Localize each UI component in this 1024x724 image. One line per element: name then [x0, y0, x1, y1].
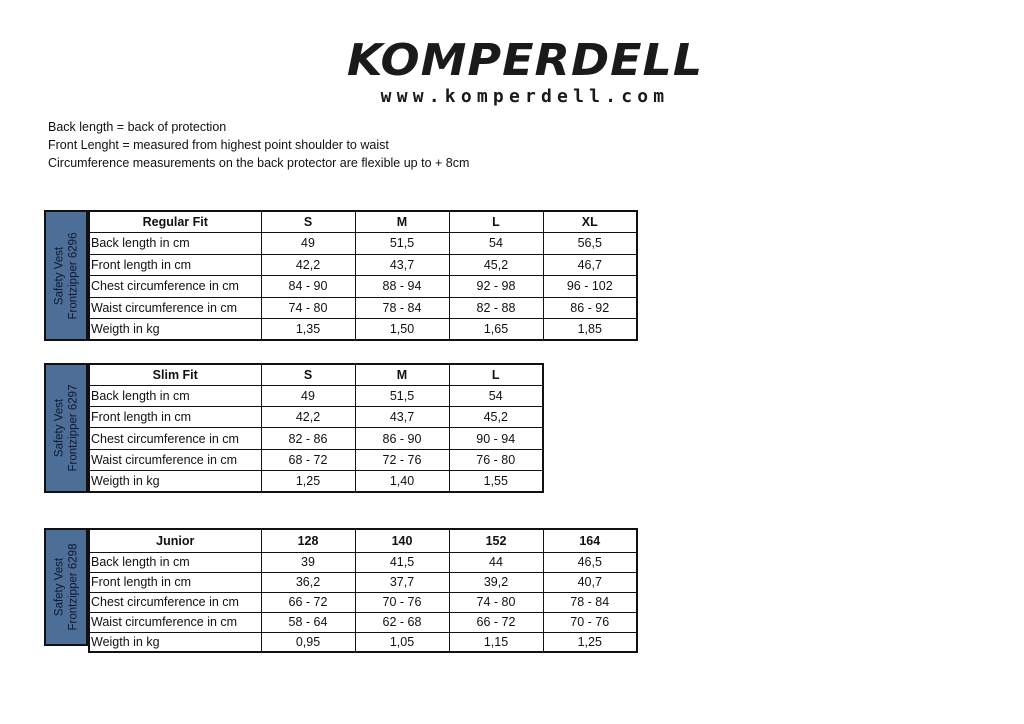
product-side-label [44, 528, 88, 646]
table-cell: 42,2 [261, 254, 355, 276]
row-label: Weigth in kg [89, 471, 261, 492]
table-row [89, 233, 637, 255]
table-header-row [89, 529, 637, 552]
table-cell: 72 - 76 [355, 449, 449, 470]
table-cell: 76 - 80 [449, 449, 543, 470]
row-label: Weigth in kg [89, 632, 261, 652]
table-cell: 1,55 [449, 471, 543, 492]
table-cell: 43,7 [355, 407, 449, 428]
table-row [89, 471, 543, 492]
table-cell: 1,65 [449, 319, 543, 341]
side-label-line2: Frontzipper 6296 [67, 232, 80, 319]
fit-header: Regular Fit [89, 211, 261, 233]
table-cell: 1,25 [261, 471, 355, 492]
table-cell: 74 - 80 [449, 592, 543, 612]
row-label: Weigth in kg [89, 319, 261, 341]
table-cell: 0,95 [261, 632, 355, 652]
table-cell: 1,40 [355, 471, 449, 492]
table-row [89, 592, 637, 612]
row-label: Waist circumference in cm [89, 612, 261, 632]
table-cell: 49 [261, 385, 355, 406]
size-header: XL [543, 211, 637, 233]
brand-logo [330, 36, 720, 107]
product-side-label [44, 363, 88, 493]
table-row [89, 276, 637, 298]
table-row [89, 254, 637, 276]
size-block-regular [44, 210, 636, 341]
table-cell: 1,50 [355, 319, 449, 341]
note-circumference: Circumference measurements on the back protector are flexible up to + 8cm [48, 156, 470, 170]
table-row [89, 632, 637, 652]
table-row [89, 552, 637, 572]
table-cell: 46,7 [543, 254, 637, 276]
table-cell: 40,7 [543, 572, 637, 592]
size-header: L [449, 211, 543, 233]
table-cell: 82 - 88 [449, 297, 543, 319]
product-side-label [44, 210, 88, 341]
size-header: M [355, 211, 449, 233]
size-block-slim [44, 363, 542, 493]
table-cell: 68 - 72 [261, 449, 355, 470]
size-header: S [261, 364, 355, 385]
table-cell: 82 - 86 [261, 428, 355, 449]
size-header: 140 [355, 529, 449, 552]
size-table-junior [88, 528, 638, 653]
side-label-line2: Frontzipper 6297 [67, 384, 80, 472]
table-cell: 51,5 [355, 385, 449, 406]
size-table-slim [88, 363, 544, 493]
table-cell: 66 - 72 [261, 592, 355, 612]
table-cell: 1,05 [355, 632, 449, 652]
table-header-row [89, 364, 543, 385]
size-block-junior [44, 528, 636, 649]
table-cell: 49 [261, 233, 355, 255]
table-cell: 58 - 64 [261, 612, 355, 632]
table-row [89, 428, 543, 449]
side-label-line2: Frontzipper 6298 [67, 543, 80, 631]
table-cell: 56,5 [543, 233, 637, 255]
table-cell: 1,25 [543, 632, 637, 652]
table-cell: 88 - 94 [355, 276, 449, 298]
table-cell: 86 - 90 [355, 428, 449, 449]
table-cell: 78 - 84 [543, 592, 637, 612]
table-cell: 62 - 68 [355, 612, 449, 632]
fit-header: Slim Fit [89, 364, 261, 385]
size-header: 128 [261, 529, 355, 552]
table-cell: 45,2 [449, 254, 543, 276]
size-header: 152 [449, 529, 543, 552]
note-front-length: Front Lenght = measured from highest point shoulder to waist [48, 138, 389, 152]
note-back-length: Back length = back of protection [48, 120, 227, 134]
side-label-line1: Safety Vest [53, 398, 66, 458]
row-label: Back length in cm [89, 233, 261, 255]
size-header: L [449, 364, 543, 385]
table-cell: 42,2 [261, 407, 355, 428]
table-cell: 70 - 76 [355, 592, 449, 612]
side-label-line1: Safety Vest [53, 246, 66, 305]
row-label: Back length in cm [89, 385, 261, 406]
size-header: M [355, 364, 449, 385]
table-cell: 1,35 [261, 319, 355, 341]
table-cell: 51,5 [355, 233, 449, 255]
table-row [89, 319, 637, 341]
row-label: Chest circumference in cm [89, 428, 261, 449]
table-row [89, 612, 637, 632]
measurement-notes [48, 118, 469, 172]
row-label: Chest circumference in cm [89, 592, 261, 612]
row-label: Front length in cm [89, 254, 261, 276]
size-header: 164 [543, 529, 637, 552]
table-cell: 36,2 [261, 572, 355, 592]
table-cell: 43,7 [355, 254, 449, 276]
table-cell: 66 - 72 [449, 612, 543, 632]
table-row [89, 449, 543, 470]
row-label: Waist circumference in cm [89, 297, 261, 319]
row-label: Back length in cm [89, 552, 261, 572]
table-cell: 45,2 [449, 407, 543, 428]
row-label: Waist circumference in cm [89, 449, 261, 470]
table-cell: 1,15 [449, 632, 543, 652]
table-row [89, 572, 637, 592]
brand-name: KOMPERDELL [346, 34, 704, 86]
table-row [89, 297, 637, 319]
brand-url: www.komperdell.com [380, 86, 670, 107]
table-cell: 90 - 94 [449, 428, 543, 449]
table-cell: 54 [449, 233, 543, 255]
size-table-regular [88, 210, 638, 341]
table-cell: 84 - 90 [261, 276, 355, 298]
table-cell: 78 - 84 [355, 297, 449, 319]
fit-header: Junior [89, 529, 261, 552]
table-header-row [89, 211, 637, 233]
table-cell: 74 - 80 [261, 297, 355, 319]
table-cell: 70 - 76 [543, 612, 637, 632]
table-cell: 46,5 [543, 552, 637, 572]
size-header: S [261, 211, 355, 233]
table-cell: 1,85 [543, 319, 637, 341]
row-label: Front length in cm [89, 407, 261, 428]
table-cell: 37,7 [355, 572, 449, 592]
table-cell: 41,5 [355, 552, 449, 572]
table-cell: 44 [449, 552, 543, 572]
side-label-line1: Safety Vest [53, 557, 66, 617]
table-row [89, 385, 543, 406]
table-cell: 92 - 98 [449, 276, 543, 298]
table-row [89, 407, 543, 428]
table-cell: 39 [261, 552, 355, 572]
table-cell: 39,2 [449, 572, 543, 592]
row-label: Front length in cm [89, 572, 261, 592]
row-label: Chest circumference in cm [89, 276, 261, 298]
table-cell: 96 - 102 [543, 276, 637, 298]
table-cell: 54 [449, 385, 543, 406]
table-cell: 86 - 92 [543, 297, 637, 319]
